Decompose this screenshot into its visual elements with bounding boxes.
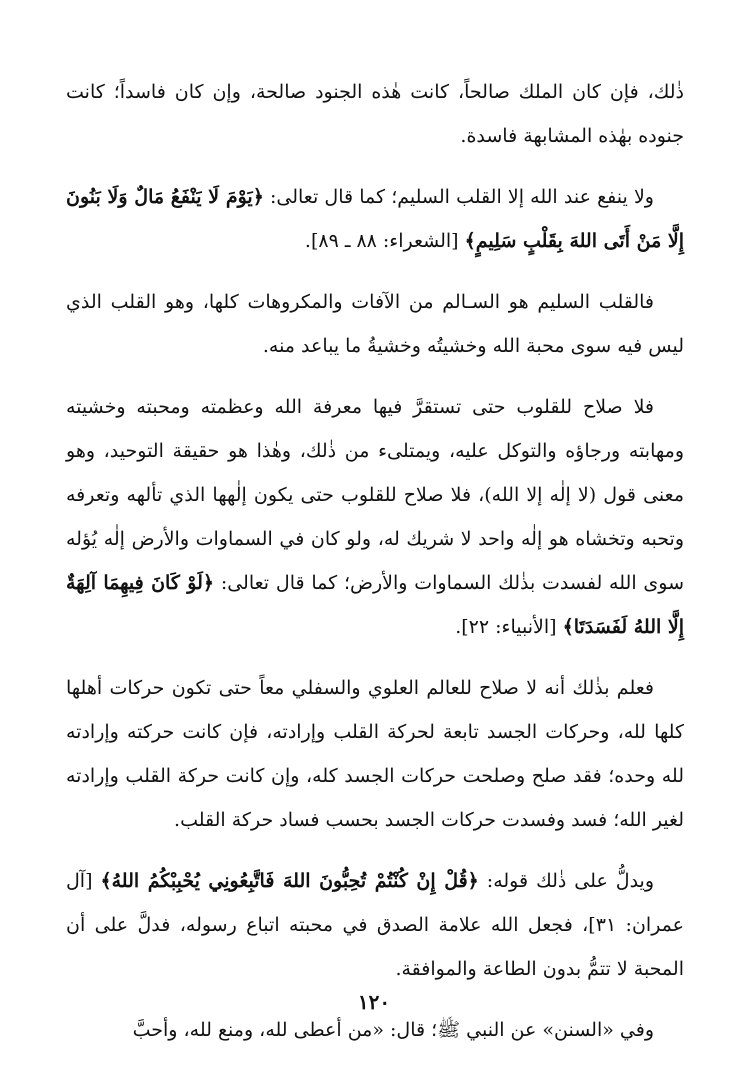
paragraph [66, 1008, 684, 1052]
text-segment: ولا ينفع عند الله إلا القلب السليم؛ كما قال تعالى: [263, 186, 654, 208]
page-number: ١٢٠ [357, 990, 391, 1014]
verse-reference: [آل عمران: ٣١]، فجعل الله علامة الصدق في محبته اتباع رسوله، فدلَّ على أن المحبة لا تتمُّ بدون الطاعة والموافقة. [66, 870, 684, 980]
paragraph [66, 666, 684, 842]
page-body [66, 70, 684, 1069]
text-segment: وفي «السنن» عن النبي ﷺ؛ قال: «من أعطى لله، ومنع لله، وأحبَّ [132, 1019, 654, 1041]
paragraph [66, 70, 684, 158]
quran-verse: ﴿قُلْ إِنْ كُنْتُمْ تُحِبُّونَ اللهَ فَاتَّبِعُونِي يُحْبِبْكُمُ اللهُ﴾ [100, 870, 479, 892]
paragraph [66, 175, 684, 263]
text-segment: ويدلُّ على ذٰلك قوله: [478, 870, 654, 892]
quran-verse: ﴿يَوْمَ لَا يَنْفَعُ مَالٌ وَلَا بَنُونَ إِلَّا مَنْ أَتَى اللهَ بِقَلْبٍ سَلِيمٍ﴾ [66, 186, 684, 252]
paragraph [66, 385, 684, 649]
paragraph [66, 859, 684, 991]
text-segment: فالقلب السليم هو السـالم من الآفات والمكروهات كلها، وهو القلب الذي ليس فيه سوى محبة الله وخشيتُه وخشيةُ ما يباعد منه. [66, 291, 684, 357]
text-segment: فلا صلاح للقلوب حتى تستقرَّ فيها معرفة الله وعظمته ومحبته وخشيته ومهابته ورجاؤه والتوكل عليه، ويمتلىء من ذٰلك، وهٰذا هو حقيقة التوحيد، وهو معنى قول (لا إلٰه إلا الله)، فلا صلاح للقلوب حتى يكون إلٰهها الذي تألهه وتعرفه وتحبه وتخشاه هو إلٰه واحد لا شريك له، ولو كان في السماوات والأرض إلٰه يُؤله سوى الله لفسدت بذٰلك السماوات والأرض؛ كما قال تعالى: [66, 396, 685, 594]
verse-reference: [الشعراء: ٨٨ ـ ٨٩]. [304, 230, 465, 252]
text-segment: فعلم بذٰلك أنه لا صلاح للعالم العلوي والسفلي معاً حتى تكون حركات أهلها كلها لله، وحركات الجسد تابعة لحركة القلب وإرادته، فإن كانت حركته وإرادته لله وحده؛ فقد صلح وصلحت حركات الجسد كله، وإن كانت حركة القلب وإرادته لغير الله؛ فسد وفسدت حركات الجسد بحسب فساد حركة القلب. [66, 677, 684, 831]
text-segment: ذٰلك، فإن كان الملك صالحاً، كانت هٰذه الجنود صالحة، وإن كان فاسداً؛ كانت جنوده بهٰذه المشابهة فاسدة. [66, 81, 684, 147]
paragraph [66, 280, 684, 368]
verse-reference: [الأنبياء: ٢٢]. [455, 616, 563, 638]
quran-verse: ﴿لَوْ كَانَ فِيهِمَا آلِهَةٌ إِلَّا اللهُ لَفَسَدَتَا﴾ [66, 572, 684, 638]
